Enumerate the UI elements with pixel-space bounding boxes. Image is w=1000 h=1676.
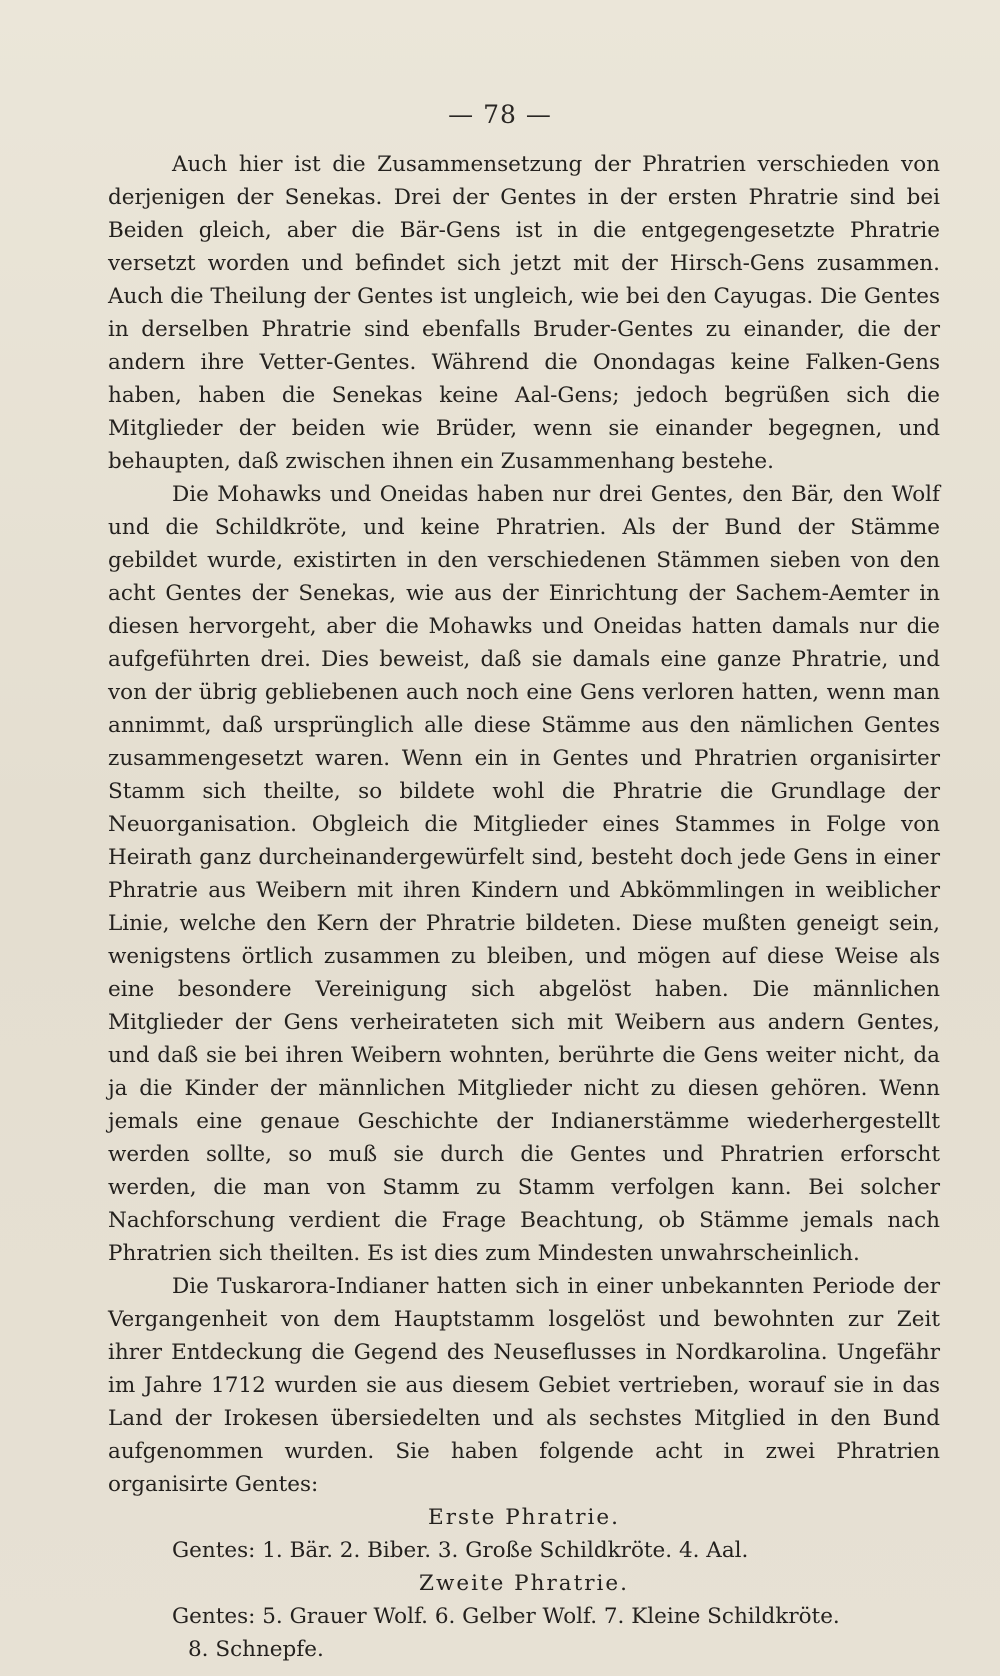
phratry-2-gentes: Gentes: 5. Grauer Wolf. 6. Gelber Wolf. 7. Kleine Schildkröte. — [172, 1604, 840, 1629]
page-number: — 78 — — [448, 100, 552, 129]
paragraph-3: Die Tuskarora-Indianer hatten sich in einer unbekannten Periode der Vergangenheit von dem Hauptstamm losgelöst und bewohnten zur Zeit ihrer Entdeckung die Gegend des Neuseflusses in Nordkarolina. Ungefähr im Jahre 1712 wurden sie aus diesem Gebiet vertrieben, worauf sie in das Land der Irokesen übersiedelten und als sechstes Mitglied in den Bund aufgenommen wurden. Sie haben folgende acht in zwei Phratrien organisirte Gentes: — [108, 1274, 940, 1497]
phratry-1-heading: Erste Phratrie. — [428, 1505, 620, 1530]
paragraph-2: Die Mohawks und Oneidas haben nur drei Gentes, den Bär, den Wolf und die Schildkröte, und keine Phratrien. Als der Bund der Stämme gebildet wurde, existirten in den verschiedenen Stämmen sieben von den acht Gentes der Senekas, wie aus der Einrichtung der Sachem-Aemter in diesen hervorgeht, aber die Mohawks und Oneidas hatten damals nur die aufgeführten drei. Dies beweist, daß sie damals eine ganze Phratrie, und von der übrig gebliebenen auch noch eine Gens verloren hatten, wenn man annimmt, daß ursprünglich alle diese Stämme aus den nämlichen Gentes zusammengesetzt waren. Wenn ein in Gentes und Phratrien organisirter Stamm sich theilte, so bildete wohl die Phratrie die Grundlage der Neuorganisation. Obgleich die Mitglieder eines Stammes in Folge von Heirath ganz durcheinandergewürfelt sind, besteht doch jede Gens in einer Phratrie aus Weibern mit ihren Kindern und Abkömmlingen in weiblicher Linie, welche den Kern der Phratrie bildeten. Diese mußten geneigt sein, wenigstens örtlich zusammen zu bleiben, und mögen auf diese Weise als eine besondere Vereinigung sich abgelöst haben. Die männlichen Mitglieder der Gens verheirateten sich mit Weibern aus andern Gentes, und daß sie bei ihren Weibern wohnten, berührte die Gens weiter nicht, da ja die Kinder der männlichen Mitglieder nicht zu diesen gehören. Wenn jemals eine genaue Geschichte der Indianerstämme wiederhergestellt werden sollte, so muß sie durch die Gentes und Phratrien erforscht werden, die man von Stamm zu Stamm verfolgen kann. Bei solcher Nachforschung verdient die Frage Beachtung, ob Stämme jemals nach Phratrien sich theilten. Es ist dies zum Mindesten unwahrscheinlich. — [108, 482, 940, 1266]
phratry-1-gentes: Gentes: 1. Bär. 2. Biber. 3. Große Schildkröte. 4. Aal. — [172, 1538, 749, 1563]
paragraph-1: Auch hier ist die Zusammensetzung der Phratrien verschieden von derjenigen der Senekas. Drei der Gentes in der ersten Phratrie sind bei Beiden gleich, aber die Bär-Gens ist in die entgegengesetzte Phratrie versetzt worden und befindet sich jetzt mit der Hirsch-Gens zusammen. Auch die Theilung der Gentes ist ungleich, wie bei den Cayugas. Die Gentes in derselben Phratrie sind ebenfalls Bruder-Gentes zu einander, die der andern ihre Vetter-Gentes. Während die Onondagas keine Falken-Gens haben, haben die Senekas keine Aal-Gens; jedoch begrüßen sich die Mitglieder der beiden wie Brüder, wenn sie einander begegnen, und behaupten, daß zwischen ihnen ein Zusammenhang bestehe. — [108, 152, 940, 474]
phratry-2-heading: Zweite Phratrie. — [419, 1571, 629, 1596]
phratry-2-gentes-continued: 8. Schnepfe. — [188, 1637, 324, 1662]
body-text — [108, 148, 940, 1666]
